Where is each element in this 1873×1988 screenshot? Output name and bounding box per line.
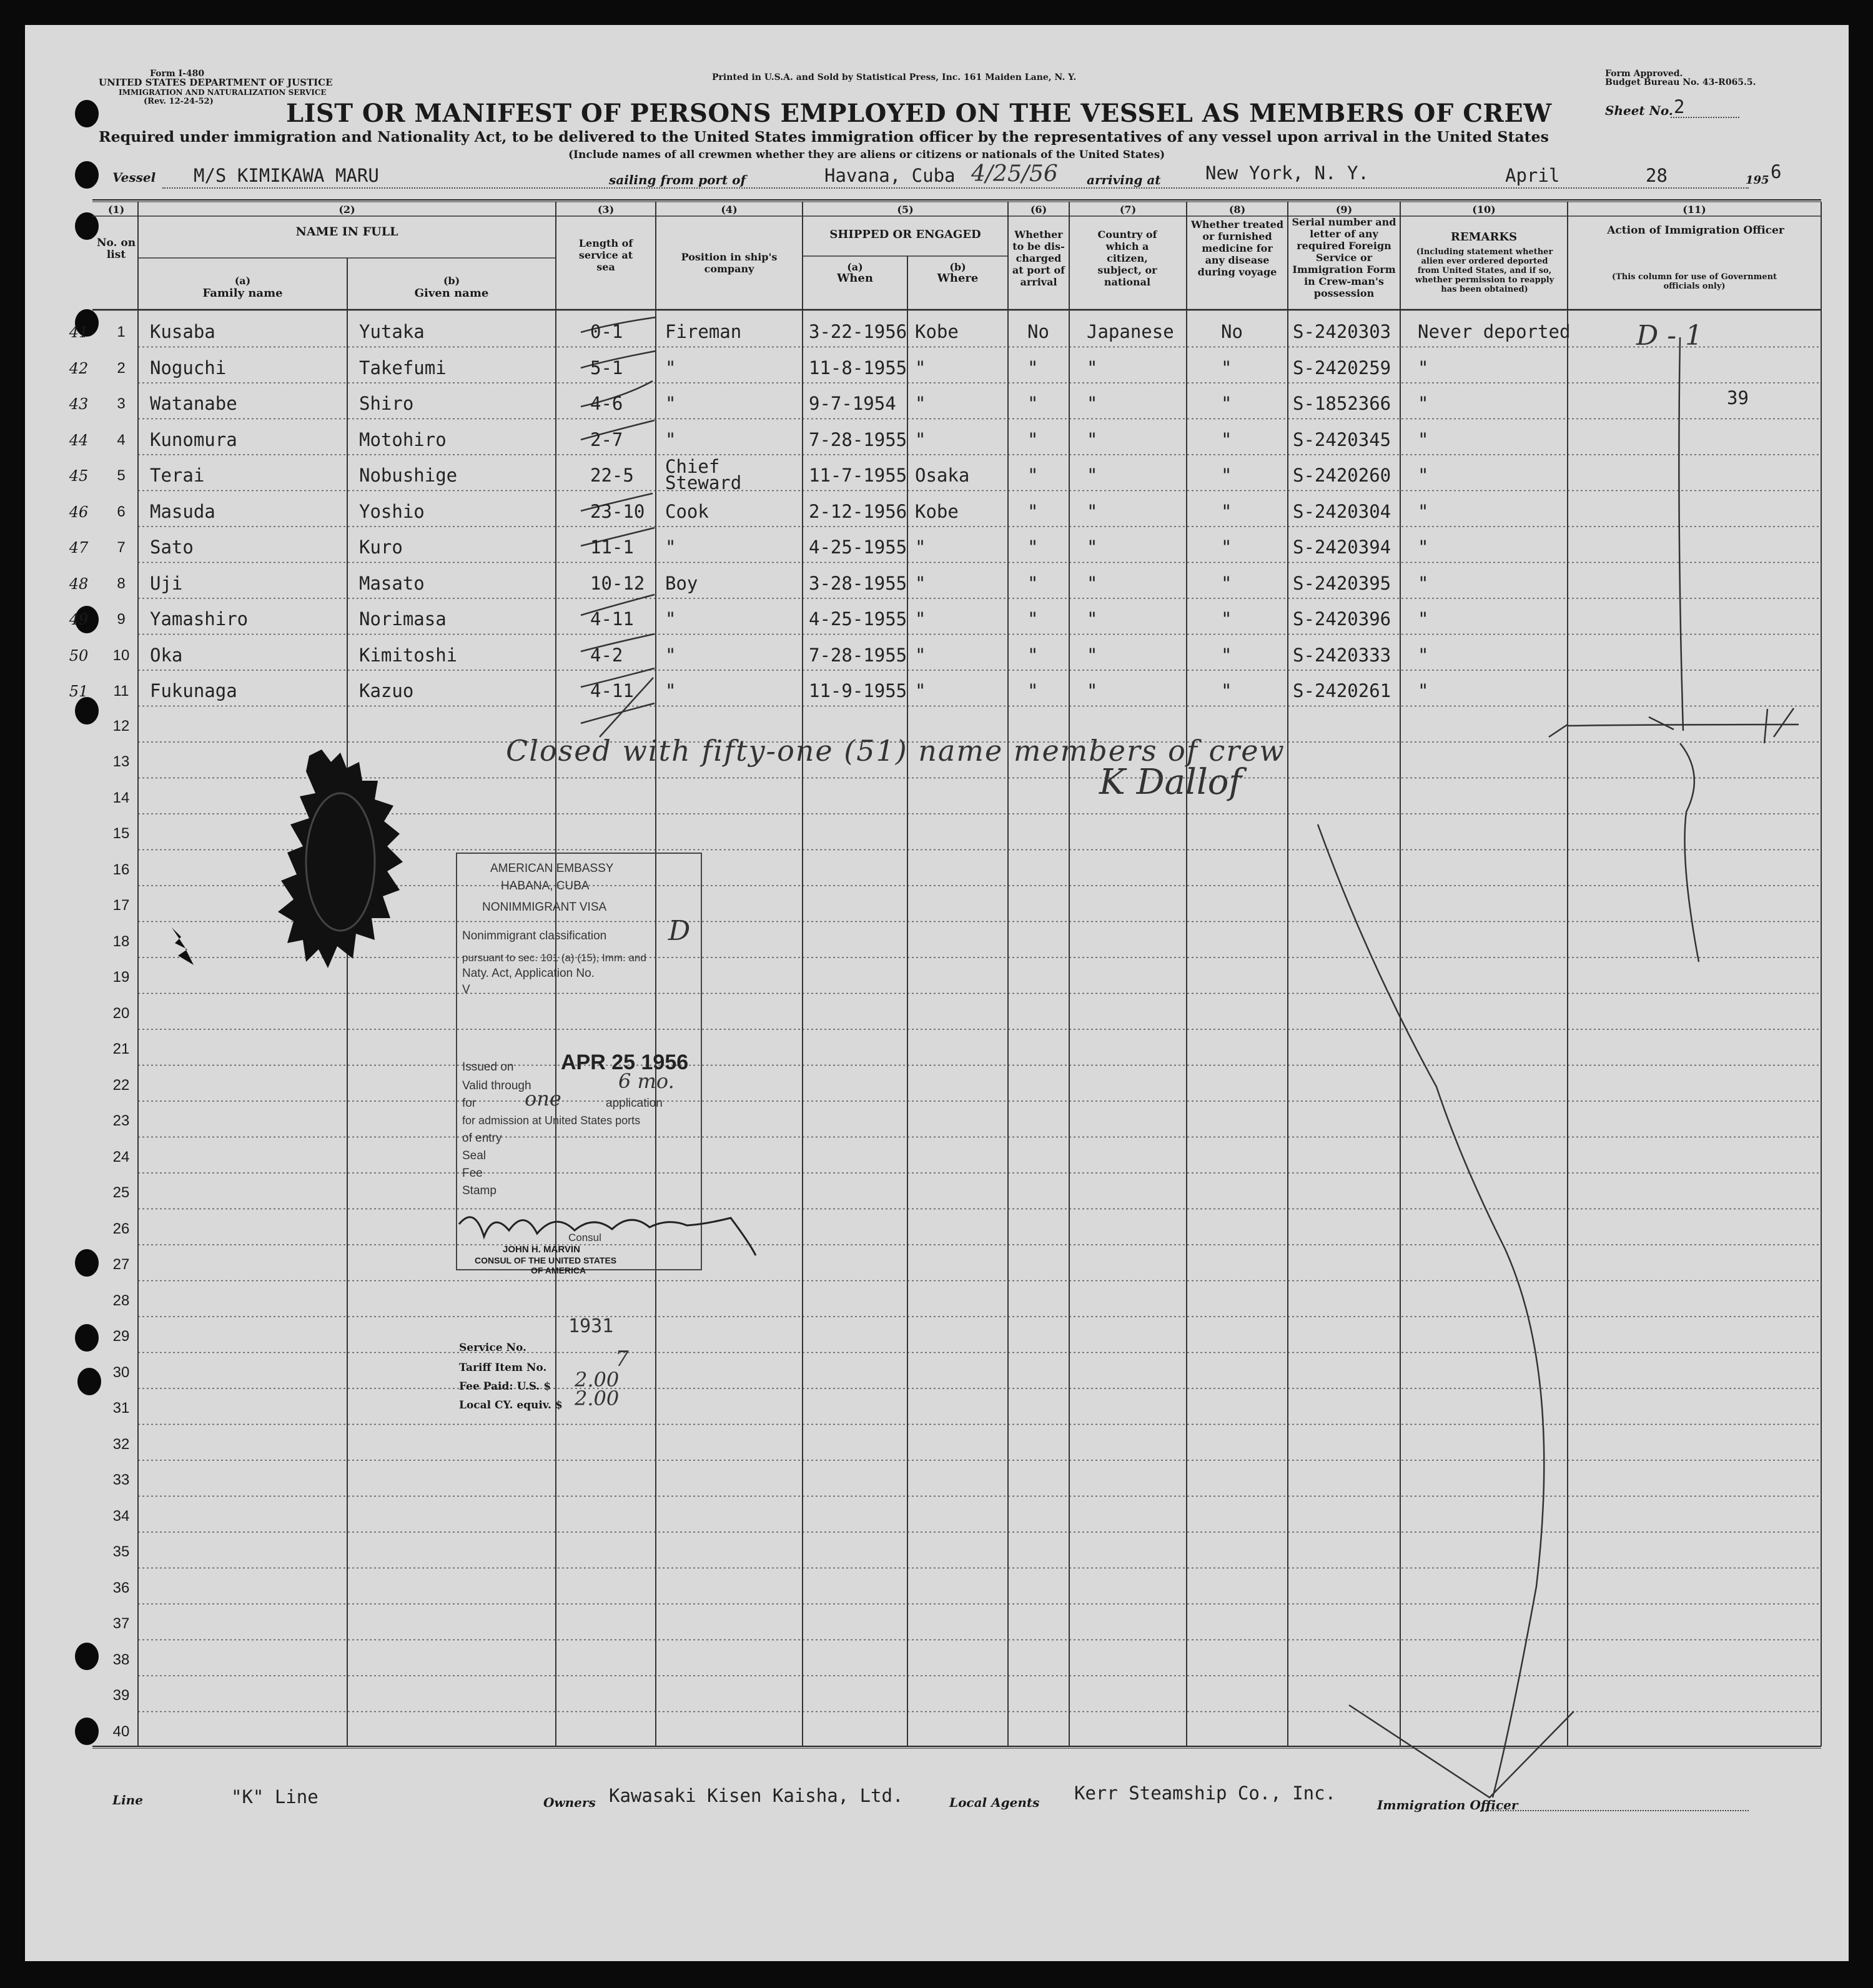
cell-serial: S-1852366 bbox=[1293, 393, 1391, 414]
stamp-for-value: one bbox=[525, 1087, 561, 1110]
stamp-consul-country: OF AMERICA bbox=[531, 1265, 586, 1275]
row-handwritten-number: 43 bbox=[69, 395, 89, 413]
col-10-number: (10) bbox=[1472, 204, 1496, 215]
stamp-seal: Seal bbox=[462, 1149, 487, 1162]
table-grid bbox=[25, 25, 1849, 1961]
cell-family: Kusaba bbox=[150, 321, 215, 342]
stamp-pursuant: pursuant to sec. 101 (a) (15), Imm. and bbox=[462, 952, 646, 964]
cell-treated: " bbox=[1221, 357, 1232, 378]
cell-service: 10-12 bbox=[590, 572, 645, 594]
cell-remarks: " bbox=[1418, 537, 1429, 558]
cell-service: 5-1 bbox=[590, 357, 623, 378]
col-given-name: Given name bbox=[414, 287, 489, 300]
departure-date: 4/25/56 bbox=[971, 161, 1058, 187]
col-family-letter: (a) bbox=[234, 275, 251, 287]
cell-where: " bbox=[915, 393, 926, 414]
row-number: 19 bbox=[112, 969, 130, 986]
cell-family: Masuda bbox=[150, 500, 215, 522]
cell-discharged: " bbox=[1027, 428, 1039, 450]
row-handwritten-number: 45 bbox=[69, 467, 89, 485]
cell-position: " bbox=[665, 644, 676, 666]
cell-where: " bbox=[915, 572, 926, 594]
row-number: 22 bbox=[112, 1076, 130, 1094]
col-remarks-note: (Including statement whether alien ever ordered deported from United States, and if so, whether permission to reapply has been obtained) bbox=[1415, 247, 1554, 294]
col-where-letter: (b) bbox=[949, 261, 966, 273]
agents-label: Local Agents bbox=[949, 1795, 1040, 1810]
cell-service: 23-10 bbox=[590, 500, 645, 522]
row-handwritten-number: 44 bbox=[69, 431, 89, 449]
cell-given: Shiro bbox=[359, 393, 414, 414]
col-name-in-full: NAME IN FULL bbox=[295, 225, 398, 239]
subtitle: Required under immigration and Nationality Act, to be delivered to the United States immigration officer by the representatives of any vessel upon arrival in the United States bbox=[99, 128, 1549, 146]
cell-when: 3-22-1956 bbox=[809, 321, 907, 342]
cell-position: Cook bbox=[665, 500, 709, 522]
cell-where: " bbox=[915, 537, 926, 558]
cell-country: " bbox=[1087, 537, 1098, 558]
officer-signature: K Dallof bbox=[1099, 762, 1242, 803]
revision: (Rev. 12-24-52) bbox=[144, 97, 214, 106]
row-number: 31 bbox=[112, 1400, 130, 1417]
cell-given: Yoshio bbox=[359, 500, 425, 522]
col-shipped-engaged: SHIPPED OR ENGAGED bbox=[829, 228, 981, 241]
cell-when: 4-25-1955 bbox=[809, 608, 907, 630]
cell-where: " bbox=[915, 644, 926, 666]
cell-given: Takefumi bbox=[359, 357, 447, 378]
action-code: D - 1 bbox=[1636, 320, 1703, 352]
cell-when: 4-25-1955 bbox=[809, 537, 907, 558]
cell-given: Kuro bbox=[359, 537, 403, 558]
stamp-consul-label: Consul bbox=[568, 1232, 601, 1244]
fee-number: 1931 bbox=[568, 1315, 614, 1337]
col-no-on-list: No. on list bbox=[96, 237, 136, 261]
cell-where: " bbox=[915, 680, 926, 701]
row-number: 6 bbox=[117, 503, 126, 520]
cell-remarks: " bbox=[1418, 357, 1429, 378]
cell-serial: S-2420345 bbox=[1293, 428, 1391, 450]
service-name: IMMIGRATION AND NATURALIZATION SERVICE bbox=[119, 88, 327, 97]
row-number: 35 bbox=[112, 1543, 130, 1560]
col-action-note: (This column for use of Government officials only) bbox=[1611, 272, 1777, 291]
col-country: Country of which a citizen, subject, or national bbox=[1097, 229, 1157, 288]
row-handwritten-number: 42 bbox=[69, 359, 89, 377]
cell-service: 4-11 bbox=[590, 680, 634, 701]
year-digit: 6 bbox=[1771, 161, 1782, 182]
stamp-issued-date: APR 25 1956 bbox=[561, 1051, 689, 1074]
row-number: 37 bbox=[112, 1615, 130, 1632]
cell-treated: " bbox=[1221, 428, 1232, 450]
stamp-act: Naty. Act, Application No. bbox=[462, 967, 595, 980]
line-label: Line bbox=[112, 1793, 143, 1807]
department: UNITED STATES DEPARTMENT OF JUSTICE bbox=[99, 77, 333, 88]
arrival-port: New York, N. Y. bbox=[1205, 162, 1369, 184]
cell-treated: " bbox=[1221, 680, 1232, 701]
stamp-consul-name: JOHN H. MARVIN bbox=[503, 1244, 580, 1255]
row-number: 38 bbox=[112, 1651, 130, 1668]
row-number: 2 bbox=[117, 359, 126, 377]
agents-value: Kerr Steamship Co., Inc. bbox=[1074, 1783, 1337, 1804]
col-when: When bbox=[837, 272, 873, 285]
cell-country: " bbox=[1087, 680, 1098, 701]
cell-service: 4-6 bbox=[590, 393, 623, 414]
row-number: 7 bbox=[117, 539, 126, 556]
cell-country: " bbox=[1087, 393, 1098, 414]
cell-given: Kazuo bbox=[359, 680, 414, 701]
cell-when: 11-8-1955 bbox=[809, 357, 907, 378]
cell-country: " bbox=[1087, 465, 1098, 486]
col-action: Action of Immigration Officer bbox=[1607, 224, 1784, 237]
cell-remarks: " bbox=[1418, 644, 1429, 666]
cell-where: " bbox=[915, 608, 926, 630]
cell-country: " bbox=[1087, 608, 1098, 630]
col-family-name: Family name bbox=[202, 287, 283, 300]
officer-label: Immigration Officer bbox=[1377, 1798, 1518, 1812]
budget-number: Budget Bureau No. 43-R065.5. bbox=[1605, 77, 1756, 87]
row-handwritten-number: 47 bbox=[69, 539, 89, 556]
cell-position: " bbox=[665, 428, 676, 450]
departure-port: Havana, Cuba bbox=[824, 165, 956, 186]
cell-treated: " bbox=[1221, 537, 1232, 558]
cell-family: Terai bbox=[150, 465, 205, 486]
cell-position: " bbox=[665, 393, 676, 414]
cell-where: Osaka bbox=[915, 465, 970, 486]
cell-remarks: " bbox=[1418, 465, 1429, 486]
row-number: 39 bbox=[112, 1687, 130, 1704]
col-when-letter: (a) bbox=[847, 261, 863, 273]
row-handwritten-number: 50 bbox=[69, 646, 89, 665]
cell-when: 7-28-1955 bbox=[809, 644, 907, 666]
arrival-month: April bbox=[1505, 165, 1560, 186]
col-where: Where bbox=[937, 272, 979, 285]
col-8-number: (8) bbox=[1228, 204, 1246, 215]
owners-label: Owners bbox=[543, 1795, 596, 1810]
cell-discharged: " bbox=[1027, 500, 1039, 522]
cell-serial: S-2420303 bbox=[1293, 321, 1391, 342]
row-number: 29 bbox=[112, 1328, 130, 1345]
row-number: 5 bbox=[117, 467, 126, 484]
include-note: (Include names of all crewmen whether they are aliens or citizens or nationals of the United States) bbox=[568, 149, 1165, 161]
arrival-day: 28 bbox=[1646, 165, 1668, 186]
stamp-embassy: AMERICAN EMBASSY bbox=[490, 862, 614, 875]
local-value: 2.00 bbox=[575, 1387, 620, 1410]
row-number: 34 bbox=[112, 1507, 130, 1525]
cell-where: Kobe bbox=[915, 500, 959, 522]
row-handwritten-number: 51 bbox=[69, 683, 89, 700]
row-number: 28 bbox=[112, 1292, 130, 1309]
cell-given: Kimitoshi bbox=[359, 644, 458, 666]
cell-treated: " bbox=[1221, 393, 1232, 414]
closed-note: Closed with fifty-one (51) name members of crew bbox=[506, 734, 1285, 768]
cell-when: 11-7-1955 bbox=[809, 465, 907, 486]
row-number: 18 bbox=[112, 932, 130, 950]
embossed-seal-icon bbox=[272, 743, 415, 993]
cell-discharged: " bbox=[1027, 680, 1039, 701]
cell-treated: " bbox=[1221, 608, 1232, 630]
cell-country: Japanese bbox=[1087, 321, 1174, 342]
row-number: 1 bbox=[117, 324, 126, 340]
owners-value: Kawasaki Kisen Kaisha, Ltd. bbox=[609, 1785, 904, 1806]
cell-family: Yamashiro bbox=[150, 608, 249, 630]
cell-family: Noguchi bbox=[150, 357, 227, 378]
cell-serial: S-2420304 bbox=[1293, 500, 1391, 522]
cell-country: " bbox=[1087, 500, 1098, 522]
cell-discharged: " bbox=[1027, 393, 1039, 414]
cell-position: Boy bbox=[665, 572, 698, 594]
cell-serial: S-2420261 bbox=[1293, 680, 1391, 701]
stamp-for-label: for bbox=[462, 1097, 477, 1110]
cell-remarks: Never deported bbox=[1418, 321, 1571, 342]
row-number: 27 bbox=[112, 1256, 130, 1273]
cell-remarks: " bbox=[1418, 680, 1429, 701]
cell-when: 7-28-1955 bbox=[809, 428, 907, 450]
cell-family: Kunomura bbox=[150, 428, 237, 450]
cell-remarks: " bbox=[1418, 500, 1429, 522]
stamp-class-label: Nonimmigrant classification bbox=[462, 929, 607, 942]
cell-family: Uji bbox=[150, 572, 183, 594]
fee-label: Fee Paid: U.S. $ bbox=[459, 1380, 551, 1393]
cell-service: 22-5 bbox=[590, 465, 634, 486]
cell-position: " bbox=[665, 537, 676, 558]
row-number: 12 bbox=[112, 717, 130, 734]
stamp-visa-type: NONIMMIGRANT VISA bbox=[482, 901, 607, 914]
cell-serial: S-2420333 bbox=[1293, 644, 1391, 666]
col-given-letter: (b) bbox=[443, 275, 460, 287]
cell-given: Motohiro bbox=[359, 428, 447, 450]
cell-country: " bbox=[1087, 572, 1098, 594]
cell-treated: " bbox=[1221, 572, 1232, 594]
cell-treated: " bbox=[1221, 644, 1232, 666]
cell-given: Nobushige bbox=[359, 465, 458, 486]
cell-position: Chief bbox=[665, 456, 720, 477]
vessel-label: Vessel bbox=[112, 170, 156, 185]
stamp-v: V bbox=[462, 983, 470, 996]
cell-when: 2-12-1956 bbox=[809, 500, 907, 522]
cell-position: " bbox=[665, 680, 676, 701]
cell-serial: S-2420395 bbox=[1293, 572, 1391, 594]
row-number: 20 bbox=[112, 1004, 130, 1022]
stamp-valid-label: Valid through bbox=[462, 1079, 531, 1092]
service-label: Service No. bbox=[459, 1342, 526, 1354]
cell-discharged: " bbox=[1027, 537, 1039, 558]
col-4-number: (4) bbox=[721, 204, 738, 215]
cell-remarks: " bbox=[1418, 608, 1429, 630]
col-serial: Serial number and letter of any required Foreign Service or Immigration Form in Crew-man's possession bbox=[1292, 216, 1396, 299]
cell-remarks: " bbox=[1418, 428, 1429, 450]
cell-position: Fireman bbox=[665, 321, 742, 342]
form-number: Form I-480 bbox=[150, 69, 205, 79]
col-remarks: REMARKS bbox=[1450, 230, 1518, 244]
row-number: 13 bbox=[112, 753, 130, 770]
cell-remarks: " bbox=[1418, 572, 1429, 594]
cell-service: 2-7 bbox=[590, 428, 623, 450]
cell-service: 0-1 bbox=[590, 321, 623, 342]
vessel-name: M/S KIMIKAWA MARU bbox=[194, 165, 379, 186]
form-approved: Form Approved. bbox=[1605, 69, 1683, 79]
col-6-number: (6) bbox=[1030, 204, 1047, 215]
stamp-entry: of entry bbox=[462, 1132, 502, 1145]
row-number: 26 bbox=[112, 1220, 130, 1237]
cell-remarks: " bbox=[1418, 393, 1429, 414]
fee-value: 2.00 bbox=[575, 1368, 620, 1392]
cell-when: 3-28-1955 bbox=[809, 572, 907, 594]
cell-service: 4-2 bbox=[590, 644, 623, 666]
action-count: 39 bbox=[1727, 387, 1749, 408]
cell-given: Masato bbox=[359, 572, 425, 594]
stamp-application: application bbox=[606, 1097, 663, 1110]
row-number: 32 bbox=[112, 1435, 130, 1453]
cell-discharged: No bbox=[1027, 321, 1049, 342]
cell-where: " bbox=[915, 357, 926, 378]
row-number: 3 bbox=[117, 395, 126, 412]
cell-family: Sato bbox=[150, 537, 194, 558]
cell-serial: S-2420394 bbox=[1293, 537, 1391, 558]
col-discharged: Whether to be dis-charged at port of arrival bbox=[1012, 229, 1065, 288]
year-prefix: 195 bbox=[1746, 174, 1769, 187]
tariff-label: Tariff Item No. bbox=[459, 1362, 547, 1374]
row-number: 36 bbox=[112, 1579, 130, 1596]
sheet-number: 2 bbox=[1674, 96, 1685, 117]
row-number: 8 bbox=[117, 575, 126, 592]
cell-serial: S-2420259 bbox=[1293, 357, 1391, 378]
stamp-issued-label: Issued on bbox=[462, 1061, 514, 1074]
cell-country: " bbox=[1087, 357, 1098, 378]
row-number: 24 bbox=[112, 1148, 130, 1165]
col-service-at-sea: Length of service at sea bbox=[578, 237, 633, 273]
page-title: LIST OR MANIFEST OF PERSONS EMPLOYED ON THE VESSEL AS MEMBERS OF CREW bbox=[286, 99, 1552, 128]
stamp-consul-title: CONSUL OF THE UNITED STATES bbox=[475, 1255, 617, 1265]
col-1-number: (1) bbox=[107, 204, 125, 215]
line-value: "K" Line bbox=[231, 1786, 319, 1807]
cell-given: Yutaka bbox=[359, 321, 425, 342]
row-number: 16 bbox=[112, 861, 130, 878]
cell-discharged: " bbox=[1027, 357, 1039, 378]
stamp-valid-value: 6 mo. bbox=[618, 1069, 675, 1093]
cell-discharged: " bbox=[1027, 572, 1039, 594]
cell-treated: " bbox=[1221, 465, 1232, 486]
cell-discharged: " bbox=[1027, 644, 1039, 666]
stamp-admission: for admission at United States ports bbox=[462, 1114, 641, 1127]
cell-when: 11-9-1955 bbox=[809, 680, 907, 701]
cell-position: " bbox=[665, 608, 676, 630]
cell-when: 9-7-1954 bbox=[809, 393, 896, 414]
cell-discharged: " bbox=[1027, 465, 1039, 486]
col-3-number: (3) bbox=[597, 204, 615, 215]
col-5-number: (5) bbox=[897, 204, 914, 215]
row-handwritten-number: 41 bbox=[69, 324, 89, 341]
cell-treated: No bbox=[1221, 321, 1243, 342]
row-handwritten-number: 49 bbox=[69, 611, 89, 628]
cell-where: " bbox=[915, 428, 926, 450]
arriving-label: arriving at bbox=[1087, 172, 1161, 187]
stamp-fee: Fee bbox=[462, 1167, 483, 1180]
row-number: 23 bbox=[112, 1112, 130, 1129]
stamp-stamp-word: Stamp bbox=[462, 1184, 497, 1197]
cell-serial: S-2420260 bbox=[1293, 465, 1391, 486]
col-treated: Whether treated or furnished medicine for any disease during voyage bbox=[1190, 219, 1284, 278]
local-label: Local CY. equiv. $ bbox=[459, 1399, 563, 1412]
tariff-value: 7 bbox=[615, 1347, 629, 1372]
cell-service: 4-11 bbox=[590, 608, 634, 630]
cell-treated: " bbox=[1221, 500, 1232, 522]
row-number: 15 bbox=[112, 825, 130, 842]
cell-service: 11-1 bbox=[590, 537, 634, 558]
col-11-number: (11) bbox=[1683, 204, 1706, 215]
row-number: 4 bbox=[117, 431, 126, 448]
cell-country: " bbox=[1087, 644, 1098, 666]
cell-where: Kobe bbox=[915, 321, 959, 342]
row-number: 33 bbox=[112, 1471, 130, 1488]
sailing-label: sailing from port of bbox=[609, 172, 746, 187]
row-number: 10 bbox=[112, 646, 130, 664]
torn-edge-icon bbox=[172, 927, 203, 971]
cell-family: Oka bbox=[150, 644, 183, 666]
col-7-number: (7) bbox=[1119, 204, 1137, 215]
col-position: Position in ship's company bbox=[681, 251, 778, 275]
cell-country: " bbox=[1087, 428, 1098, 450]
stamp-city: HABANA, CUBA bbox=[501, 879, 590, 893]
row-number: 21 bbox=[112, 1041, 130, 1057]
row-number: 17 bbox=[112, 897, 130, 914]
cell-discharged: " bbox=[1027, 608, 1039, 630]
cell-position-line2: Steward bbox=[665, 472, 742, 493]
row-number: 9 bbox=[117, 611, 126, 628]
col-2-number: (2) bbox=[339, 204, 355, 215]
cell-given: Norimasa bbox=[359, 608, 447, 630]
cell-serial: S-2420396 bbox=[1293, 608, 1391, 630]
cell-family: Fukunaga bbox=[150, 680, 237, 701]
row-number: 30 bbox=[112, 1363, 130, 1381]
col-9-number: (9) bbox=[1335, 204, 1353, 215]
printer-note: Printed in U.S.A. and Sold by Statistical Press, Inc. 161 Maiden Lane, N. Y. bbox=[712, 72, 1077, 82]
cell-family: Watanabe bbox=[150, 393, 237, 414]
stamp-class-value: D bbox=[668, 915, 691, 947]
row-number: 14 bbox=[112, 789, 130, 806]
row-handwritten-number: 46 bbox=[69, 503, 89, 521]
row-number: 25 bbox=[112, 1184, 130, 1201]
row-handwritten-number: 48 bbox=[69, 575, 89, 593]
sheet-label: Sheet No. bbox=[1605, 103, 1673, 118]
manifest-page bbox=[25, 25, 1849, 1961]
row-number: 40 bbox=[112, 1723, 130, 1740]
cell-position: " bbox=[665, 357, 676, 378]
row-number: 11 bbox=[113, 683, 129, 700]
